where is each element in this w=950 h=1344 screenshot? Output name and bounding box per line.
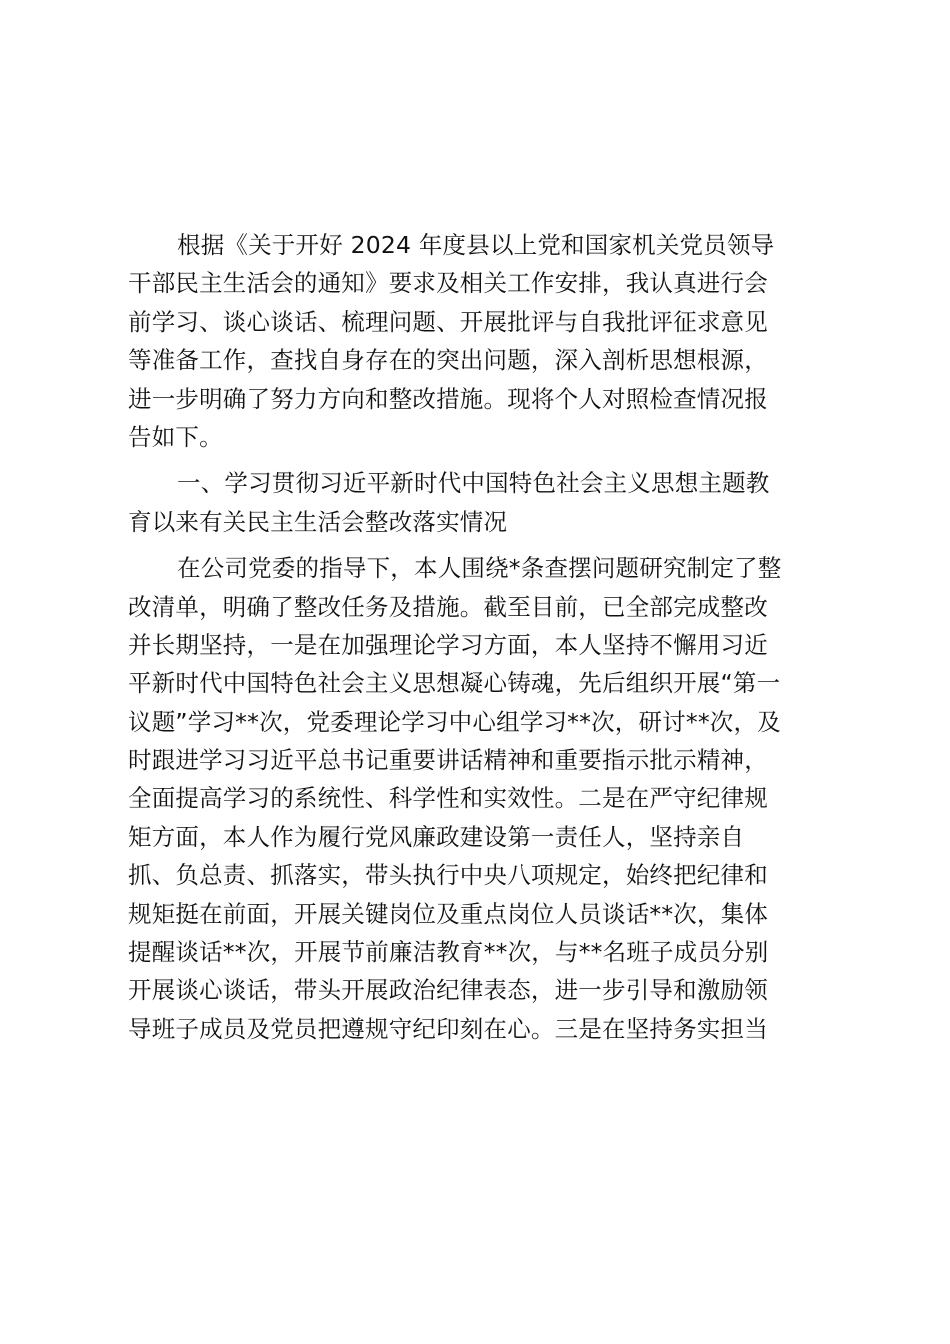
paragraph-line: 进一步明确了努力方向和整改措施。现将个人对照检查情况报 (128, 384, 768, 413)
paragraph-line: 并长期坚持，一是在加强理论学习方面，本人坚持不懈用习近 (128, 630, 768, 659)
paragraph-line: 抓、负总责、抓落实，带头执行中央八项规定，始终把纪律和 (128, 861, 768, 890)
paragraph-line: 告如下。 (128, 422, 223, 451)
paragraph-line: 提醒谈话**次，开展节前廉洁教育**次，与**名班子成员分别 (128, 938, 769, 967)
paragraph-line: 时跟进学习习近平总书记重要讲话精神和重要指示批示精神， (128, 746, 768, 775)
paragraph-line: 干部民主生活会的通知》要求及相关工作安排，我认真进行会 (128, 269, 768, 298)
body-paragraph (128, 549, 828, 1048)
paragraph-line: 开展谈心谈话，带头开展政治纪律表态，进一步引导和激励领 (128, 976, 768, 1005)
paragraph-line: 全面提高学习的系统性、科学性和实效性。二是在严守纪律规 (128, 784, 768, 813)
document-body (128, 226, 828, 1048)
paragraph-line: 前学习、谈心谈话、梳理问题、开展批评与自我批评征求意见 (128, 307, 768, 336)
paragraph-line: 规矩挺在前面，开展关键岗位及重点岗位人员谈话**次，集体 (128, 899, 769, 928)
paragraph-line: 平新时代中国特色社会主义思想凝心铸魂，先后组织开展“第一 (128, 669, 781, 698)
paragraph-line: 导班子成员及党员把遵规守纪印刻在心。三是在坚持务实担当 (128, 1014, 768, 1043)
paragraph-line: 议题”学习**次，党委理论学习中心组学习**次，研讨**次，及 (128, 707, 781, 736)
heading-line: 一、学习贯彻习近平新时代中国特色社会主义思想主题教 (177, 469, 770, 498)
paragraph-line: 矩方面，本人作为履行党风廉政建设第一责任人，坚持亲自 (128, 822, 745, 851)
paragraph-line: 根据《关于开好 2024 年度县以上党和国家机关党员领导 (177, 231, 775, 259)
section-heading (128, 464, 828, 541)
paragraph-line: 在公司党委的指导下，本人围绕*条查摆问题研究制定了整 (177, 554, 782, 583)
heading-line: 育以来有关民主生活会整改落实情况 (128, 507, 508, 536)
paragraph-line: 改清单，明确了整改任务及措施。截至目前，已全部完成整改 (128, 592, 768, 621)
intro-paragraph (128, 226, 828, 456)
paragraph-line: 等准备工作，查找自身存在的突出问题，深入剖析思想根源， (128, 346, 768, 375)
